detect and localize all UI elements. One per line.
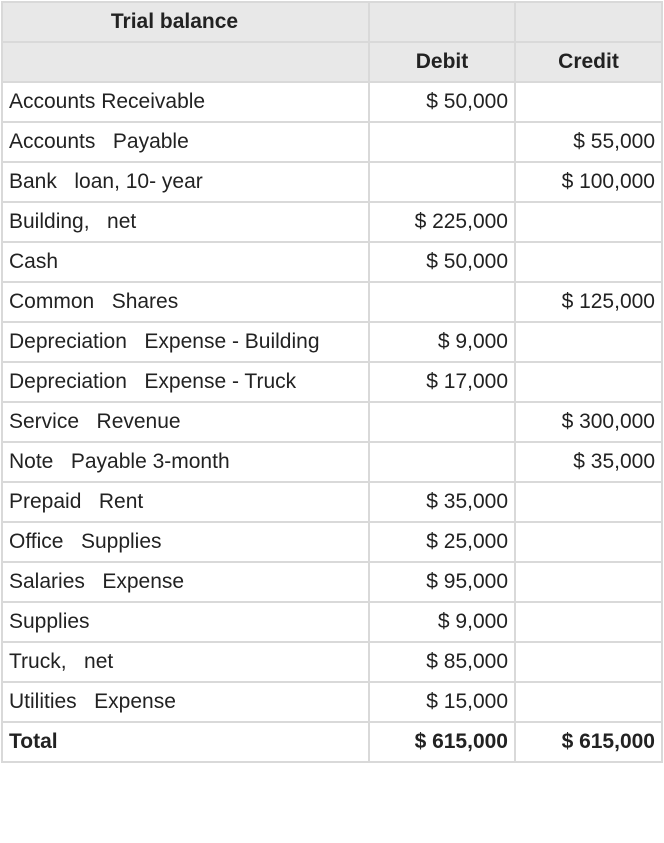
title-row xyxy=(2,2,662,42)
credit-amount xyxy=(515,682,662,722)
debit-amount xyxy=(369,162,515,202)
table-row xyxy=(2,242,662,282)
credit-amount xyxy=(515,602,662,642)
title-row-blank-credit xyxy=(515,2,662,42)
debit-amount: $ 95,000 xyxy=(369,562,515,602)
trial-balance-body xyxy=(2,2,662,762)
column-header-row xyxy=(2,42,662,82)
account-name: Depreciation Expense - Building xyxy=(2,322,369,362)
credit-amount: $ 55,000 xyxy=(515,122,662,162)
table-row xyxy=(2,562,662,602)
account-name: Prepaid Rent xyxy=(2,482,369,522)
trial-balance-table xyxy=(1,1,663,763)
table-row xyxy=(2,522,662,562)
credit-amount xyxy=(515,522,662,562)
account-column-header xyxy=(2,42,369,82)
credit-amount xyxy=(515,362,662,402)
table-row xyxy=(2,202,662,242)
debit-amount: $ 9,000 xyxy=(369,322,515,362)
table-row xyxy=(2,642,662,682)
credit-amount: $ 300,000 xyxy=(515,402,662,442)
account-name: Cash xyxy=(2,242,369,282)
credit-amount xyxy=(515,322,662,362)
account-name: Note Payable 3-month xyxy=(2,442,369,482)
debit-amount: $ 15,000 xyxy=(369,682,515,722)
account-name: Utilities Expense xyxy=(2,682,369,722)
credit-amount xyxy=(515,82,662,122)
credit-amount xyxy=(515,202,662,242)
table-row xyxy=(2,602,662,642)
table-row xyxy=(2,322,662,362)
debit-amount: $ 50,000 xyxy=(369,82,515,122)
account-name: Salaries Expense xyxy=(2,562,369,602)
credit-amount xyxy=(515,562,662,602)
title-row-blank-debit xyxy=(369,2,515,42)
table-row xyxy=(2,442,662,482)
credit-amount: $ 125,000 xyxy=(515,282,662,322)
total-debit: $ 615,000 xyxy=(369,722,515,762)
account-name: Office Supplies xyxy=(2,522,369,562)
table-row xyxy=(2,682,662,722)
account-name: Building, net xyxy=(2,202,369,242)
credit-amount xyxy=(515,482,662,522)
debit-amount xyxy=(369,122,515,162)
total-label: Total xyxy=(2,722,369,762)
debit-column-header: Debit xyxy=(369,42,515,82)
account-name: Truck, net xyxy=(2,642,369,682)
debit-amount xyxy=(369,442,515,482)
table-row xyxy=(2,402,662,442)
debit-amount xyxy=(369,402,515,442)
account-name: Common Shares xyxy=(2,282,369,322)
debit-amount: $ 9,000 xyxy=(369,602,515,642)
credit-amount xyxy=(515,642,662,682)
debit-amount: $ 25,000 xyxy=(369,522,515,562)
account-name: Service Revenue xyxy=(2,402,369,442)
table-row xyxy=(2,82,662,122)
account-name: Supplies xyxy=(2,602,369,642)
table-row xyxy=(2,362,662,402)
table-row xyxy=(2,482,662,522)
credit-amount xyxy=(515,242,662,282)
debit-amount: $ 225,000 xyxy=(369,202,515,242)
credit-column-header: Credit xyxy=(515,42,662,82)
table-row xyxy=(2,162,662,202)
account-name: Bank loan, 10- year xyxy=(2,162,369,202)
debit-amount: $ 35,000 xyxy=(369,482,515,522)
table-row xyxy=(2,282,662,322)
account-name: Depreciation Expense - Truck xyxy=(2,362,369,402)
debit-amount: $ 17,000 xyxy=(369,362,515,402)
total-row xyxy=(2,722,662,762)
debit-amount: $ 85,000 xyxy=(369,642,515,682)
account-name: Accounts Payable xyxy=(2,122,369,162)
debit-amount: $ 50,000 xyxy=(369,242,515,282)
total-credit: $ 615,000 xyxy=(515,722,662,762)
account-name: Accounts Receivable xyxy=(2,82,369,122)
credit-amount: $ 100,000 xyxy=(515,162,662,202)
table-title: Trial balance xyxy=(2,2,369,42)
table-row xyxy=(2,122,662,162)
credit-amount: $ 35,000 xyxy=(515,442,662,482)
debit-amount xyxy=(369,282,515,322)
